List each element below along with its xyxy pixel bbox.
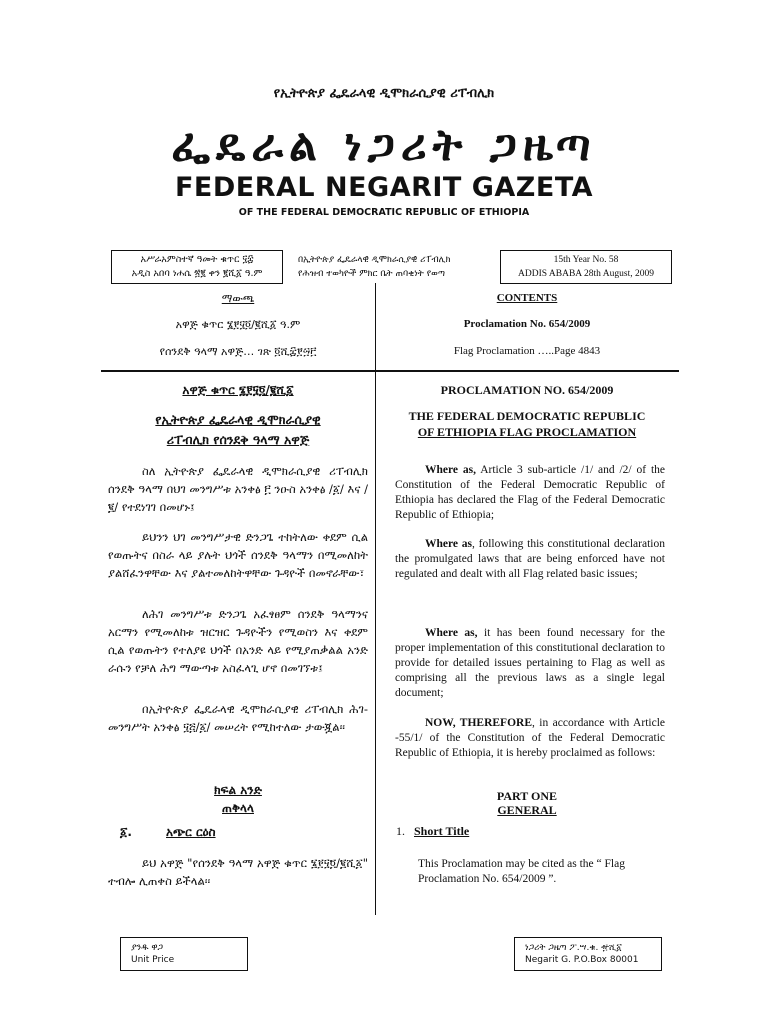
amharic-contents-heading: ማውጫ: [221, 292, 255, 305]
po-box-amharic: ነጋሪት ጋዜጣ ፖ.ሣ.ቁ. ፹ሺ፩: [525, 943, 622, 953]
amharic-republic-heading: የኢትዮጵያ ፌዴራላዊ ዲሞክራሲያዊ ሪፐብሊክ: [273, 86, 495, 101]
amharic-title-line1: የኢትዮጵያ ፌዴራላዊ ዲሞክራሲያዊ: [155, 412, 321, 427]
english-issue-box: [500, 250, 672, 284]
part-one-heading: PART ONE: [496, 789, 558, 803]
preamble-para4-text: , in accordance with Article -55/1/ of the Constitution of the Federal Democratic Republic of Ethiopia, it is hereby proclaimed as follows:: [395, 717, 665, 759]
section-number: 1.: [396, 824, 405, 838]
english-issue-year: 15th Year No. 58: [553, 255, 619, 265]
amharic-contents-proclamation: አዋጅ ቁጥር ፮፻፶፬/፪ሺ፩ ዓ.ም: [175, 318, 301, 331]
amharic-section-number: ፩.: [120, 825, 132, 839]
english-issue-date: ADDIS ABABA 28th August, 2009: [518, 269, 654, 279]
amharic-issue-date: አዲስ አበባ ነሐሴ ፳፪ ቀን ፪ሺ፩ ዓ.ም: [131, 268, 263, 279]
preamble-para3: [395, 626, 665, 701]
gazette-title: FEDERAL NEGARIT GAZETA: [174, 172, 594, 203]
preamble-para2-text: , following this constitutional declaration the promulgated laws that are being enforced have not regulated and dealt with all Flag related basic issues;: [395, 538, 665, 580]
preamble-para1: [395, 463, 665, 523]
unit-price-label: Unit Price: [131, 955, 175, 965]
amharic-proclamation-number: አዋጅ ቁጥር ፮፻፶፬/፪ሺ፩: [182, 383, 294, 397]
short-title-text: This Proclamation may be cited as the “ Flag Proclamation No. 654/2009 ”.: [418, 858, 625, 885]
amharic-preamble-para1: ስለ ኢትዮጵያ ፌዴራላዊ ዲሞክራሲያዊ ሪፐብሊክ ሰንደቅ ዓላማ በህገ መንግሥቱ አንቀፅ ፫ ንዑስ አንቀፅ /፩/ እና /፪/ የተደነገገ በመሆኑ፤: [108, 464, 368, 514]
gazette-subtitle: OF THE FEDERAL DEMOCRATIC REPUBLIC OF ETHIOPIA: [238, 207, 530, 218]
amharic-short-title-text: ይህ አዋጅ "የሰንደቅ ዓላማ አዋጅ ቁጥር ፮፻፶፬/፪ሺ፩" ተብሎ ሊጠቀስ ይችላል፡፡: [108, 856, 368, 888]
po-box-box: [514, 937, 662, 971]
amharic-section-title: አጭር ርዕስ: [166, 825, 216, 839]
preamble-para1-lead: Where as,: [425, 464, 476, 476]
contents-proclamation: Proclamation No. 654/2009: [463, 318, 591, 330]
preamble-para2-lead: Where as: [425, 538, 472, 550]
amharic-contents-flag-entry: የሰንደቅ ዓላማ አዋጅ… ገጽ ፬ሺ፰፻፵፫: [159, 345, 317, 358]
preamble-para4: [395, 716, 665, 761]
proclamation-title-line1: THE FEDERAL DEMOCRATIC REPUBLIC: [408, 409, 646, 423]
column-divider: [375, 283, 376, 915]
issuing-authority-line1: በኢትዮጵያ ፌዴራላዊ ዲሞክራሲያዊ ሪፐብሊክ: [298, 255, 451, 265]
preamble-para3-lead: Where as,: [425, 627, 478, 639]
amharic-preamble-para3: ለሕገ መንግሥቱ ድንጋጌ አፈፃፀም ሰንደቅ ዓላማንና አርማን የሚመለከቱ ዝርዝር ጉዳዮችን የሚወስን እና ቀደም ሲል የወጡትን የተለያዩ ህጎች በአንድ ላይ የሚያጠቃልል አንድ ራሱን የቻለ ሕግ ማውጣቱ አስፈላጊ ሆኖ በመገኘቱ፤: [108, 607, 368, 675]
amharic-preamble-para2: ይህንን ህገ መንግሥታዊ ድንጋጌ ተከትለው ቀደም ሲል የወጡትና በስራ ላይ ያሉት ህጎች ሰንደቅ ዓላማን በሚመለከት ያልሸፈንዋቸው እና ያልተመለከትዋቸው ጉዳዮች በመኖራቸው፣: [108, 530, 368, 580]
general-heading: GENERAL: [497, 803, 557, 817]
amharic-general: ጠቅላላ: [222, 801, 254, 815]
issuing-authority-line2: የሕዝብ ተወካዮች ምክር ቤት ጠባቂነት የወጣ: [298, 269, 445, 279]
contents-flag-entry: Flag Proclamation …..Page 4843: [453, 345, 601, 357]
preamble-para2: [395, 537, 665, 582]
proclamation-title-line2: OF ETHIOPIA FLAG PROCLAMATION: [417, 425, 637, 439]
unit-price-box: [120, 937, 248, 971]
amharic-issue-year: አሥራአምስተኛ ዓመት ቁጥር ፶፰: [140, 254, 254, 265]
preamble-para1-text: Article 3 sub-article /1/ and /2/ of the Constitution of the Federal Democratic Republic of Ethiopia has declared the Flag of the Federal Democratic Republic of Ethiopia;: [395, 464, 665, 521]
preamble-para4-lead: NOW, THEREFORE: [425, 717, 532, 729]
section-title: Short Title: [414, 824, 470, 838]
amharic-preamble-para4: በኢትዮጵያ ፌዴራላዊ ዲሞክራሲያዊ ሪፐብሊክ ሕገ-መንግሥት አንቀፅ ፶፭/፩/ መሠረት የሚከተለው ታውጇል፡፡: [108, 702, 368, 734]
amharic-issue-box: [111, 250, 283, 284]
amharic-title-line2: ሪፐብሊክ የሰንደቅ ዓላማ አዋጅ: [166, 432, 310, 447]
amharic-gazette-title: ፌዴራል ነጋሪት ጋዜጣ: [171, 120, 597, 171]
contents-divider: [101, 370, 679, 372]
unit-price-amharic: ያንዱ ዋጋ: [131, 943, 164, 953]
po-box-label: Negarit G. P.O.Box 80001: [525, 955, 639, 965]
preamble-para3-text: it has been found necessary for the proper implementation of this constitutional declaration to provide for detailed issues pertaining to Flag as well as comprising all the previous laws as a single legal document;: [395, 627, 665, 699]
contents-heading: CONTENTS: [496, 292, 558, 304]
amharic-part-one: ክፍል አንድ: [214, 783, 262, 797]
issuing-authority-box: [296, 250, 490, 284]
proclamation-heading: PROCLAMATION NO. 654/2009: [440, 383, 614, 397]
